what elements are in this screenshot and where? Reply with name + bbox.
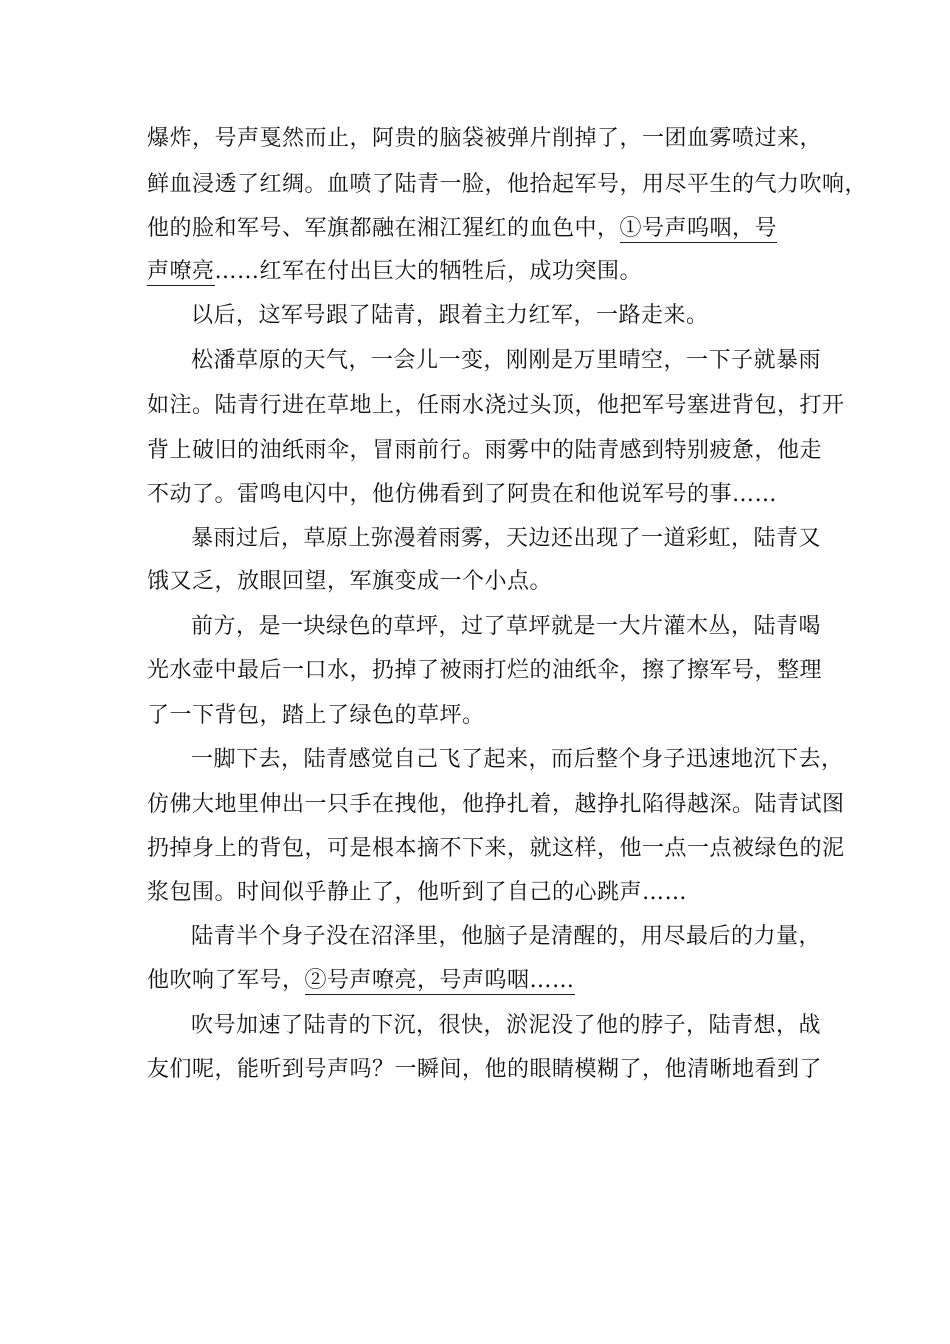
- text-segment: 他的脸和军号、军旗都融在湘江猩红的血色中，: [147, 216, 620, 241]
- text-line: 了一下背包，踏上了绿色的草坪。: [147, 703, 485, 728]
- text-line: 如注。陆青行进在草地上，任雨水浇过头顶，他把军号塞进背包，打开: [147, 393, 845, 418]
- paragraph-start: 松潘草原的天气，一会儿一变，刚刚是万里晴空，一下子就暴雨: [191, 348, 822, 373]
- paragraph-start: 一脚下去，陆青感觉自己飞了起来，而后整个身子迅速地沉下去，: [191, 747, 844, 772]
- paragraph-start: 暴雨过后，草原上弥漫着雨雾，天边还出现了一道彩虹，陆青又: [191, 526, 822, 551]
- text-line: 仿佛大地里伸出一只手在拽他，他挣扎着，越挣扎陷得越深。陆青试图: [147, 792, 845, 817]
- text-line: 鲜血浸透了红绸。血喷了陆青一脸，他拾起军号，用尽平生的气力吹响，: [147, 172, 868, 197]
- paragraph-start: 以后，这军号跟了陆青，跟着主力红军，一路走来。: [191, 303, 709, 328]
- paragraph-start: 前方，是一块绿色的草坪，过了草坪就是一大片灌木丛，陆青喝: [191, 614, 822, 639]
- underlined-sentence-1-cont: 声嘹亮: [147, 259, 215, 284]
- paragraph-start: 吹号加速了陆青的下沉，很快，淤泥没了他的脖子，陆青想，战: [191, 1013, 822, 1038]
- text-line: 友们呢，能听到号声吗？一瞬间，他的眼睛模糊了，他清晰地看到了: [147, 1057, 823, 1082]
- text-line: [147, 257, 642, 287]
- text-line: 爆炸，号声戛然而止，阿贵的脑袋被弹片削掉了，一团血雾喷过来，: [147, 126, 823, 151]
- text-segment: 他吹响了军号，: [147, 968, 305, 993]
- text-line: 背上破旧的油纸雨伞，冒雨前行。雨雾中的陆青感到特别疲惫，他走: [147, 438, 823, 463]
- text-line: 扔掉身上的背包，可是根本摘不下来，就这样，他一点一点被绿色的泥: [147, 836, 845, 861]
- text-line: [147, 966, 575, 996]
- text-line: 饿又乏，放眼回望，军旗变成一个小点。: [147, 569, 553, 594]
- text-line: 不动了。雷鸣电闪中，他仿佛看到了阿贵在和他说军号的事……: [147, 482, 778, 507]
- text-line: 浆包围。时间似乎静止了，他听到了自己的心跳声……: [147, 880, 688, 905]
- text-line: [147, 214, 777, 244]
- paragraph-start: 陆青半个身子没在沼泽里，他脑子是清醒的，用尽最后的力量，: [191, 924, 822, 949]
- text-line: 光水壶中最后一口水，扔掉了被雨打烂的油纸伞，擦了擦军号，整理: [147, 658, 823, 683]
- underlined-sentence-2: ②号声嘹亮，号声呜咽……: [304, 968, 575, 993]
- text-segment: ……红军在付出巨大的牺牲后，成功突围。: [214, 259, 643, 284]
- underlined-sentence-1: ①号声呜咽，号: [619, 216, 778, 241]
